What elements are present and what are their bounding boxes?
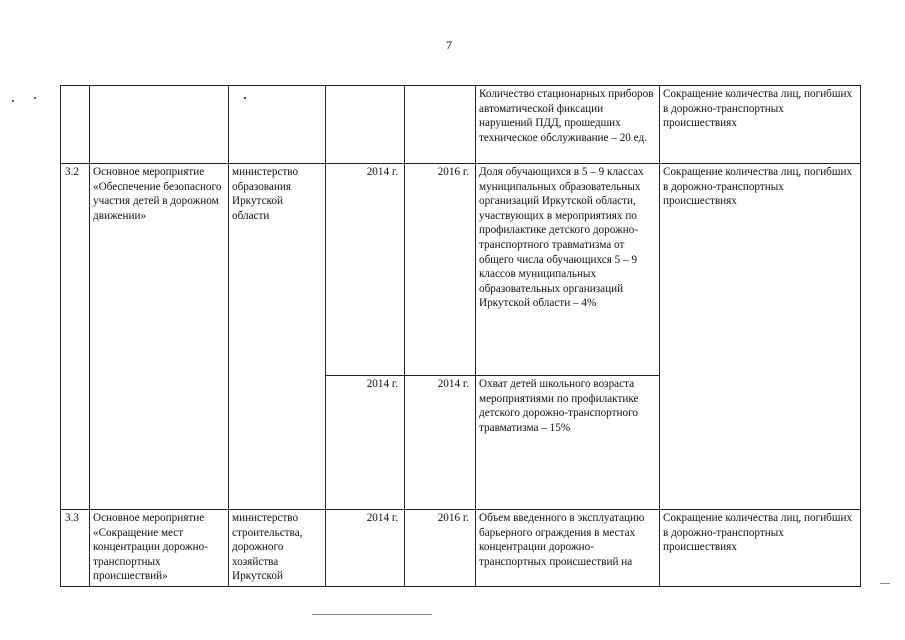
result-cell: Сокращение количества лиц, погибших в дорожно-транспортных происшествиях [660, 510, 861, 587]
end-year-cell [405, 86, 476, 164]
scan-artifact [312, 614, 432, 615]
result-cell: Сокращение количества лиц, погибших в дорожно-транспортных происшествиях [660, 164, 861, 510]
executor-cell: министерство строительства, дорожного хозяйства Иркутской [229, 510, 326, 587]
event-cell: Основное мероприятие «Обеспечение безопасного участия детей в дорожном движении» [90, 164, 229, 510]
table-row [61, 86, 861, 164]
indicator-cell: Охват детей школьного возраста мероприятиями по профилактике детского дорожно-транспортного травматизма – 15% [476, 376, 660, 510]
scan-speck [244, 97, 246, 99]
indicator-cell: Объем введенного в эксплуатацию барьерного ограждения в местах концентрации дорожно-транспортных происшествий на [476, 510, 660, 587]
executor-cell: министерство образования Иркутской области [229, 164, 326, 510]
event-cell: Основное мероприятие «Сокращение мест концентрации дорожно-транспортных происшествий» [90, 510, 229, 587]
scan-speck [12, 100, 14, 102]
measures-table [60, 85, 861, 587]
start-year-cell: 2014 г. [326, 164, 405, 376]
page-number: 7 [446, 38, 452, 52]
start-year-cell: 2014 г. [326, 376, 405, 510]
executor-cell [229, 86, 326, 164]
table-row [61, 510, 861, 587]
scan-speck [34, 97, 36, 99]
start-year-cell [326, 86, 405, 164]
event-cell [90, 86, 229, 164]
end-year-cell: 2016 г. [405, 510, 476, 587]
row-number-cell: 3.2 [61, 164, 90, 510]
indicator-cell: Доля обучающихся в 5 – 9 классах муниципальных образовательных организаций Иркутской области, участвующих в мероприятиях по профилактике детского дорожно-транспортного травматизма от общего числа обучающихся 5 – 9 классов муниципальных образовательных организаций Иркутской области – 4% [476, 164, 660, 376]
start-year-cell: 2014 г. [326, 510, 405, 587]
row-number-cell: 3.3 [61, 510, 90, 587]
table-row [61, 164, 861, 376]
result-cell: Сокращение количества лиц, погибших в дорожно-транспортных происшествиях [660, 86, 861, 164]
end-year-cell: 2014 г. [405, 376, 476, 510]
row-number-cell [61, 86, 90, 164]
end-year-cell: 2016 г. [405, 164, 476, 376]
scan-artifact [880, 583, 890, 584]
indicator-cell: Количество стационарных приборов автоматической фиксации нарушений ПДД, прошедших техническое обслуживание – 20 ед. [476, 86, 660, 164]
